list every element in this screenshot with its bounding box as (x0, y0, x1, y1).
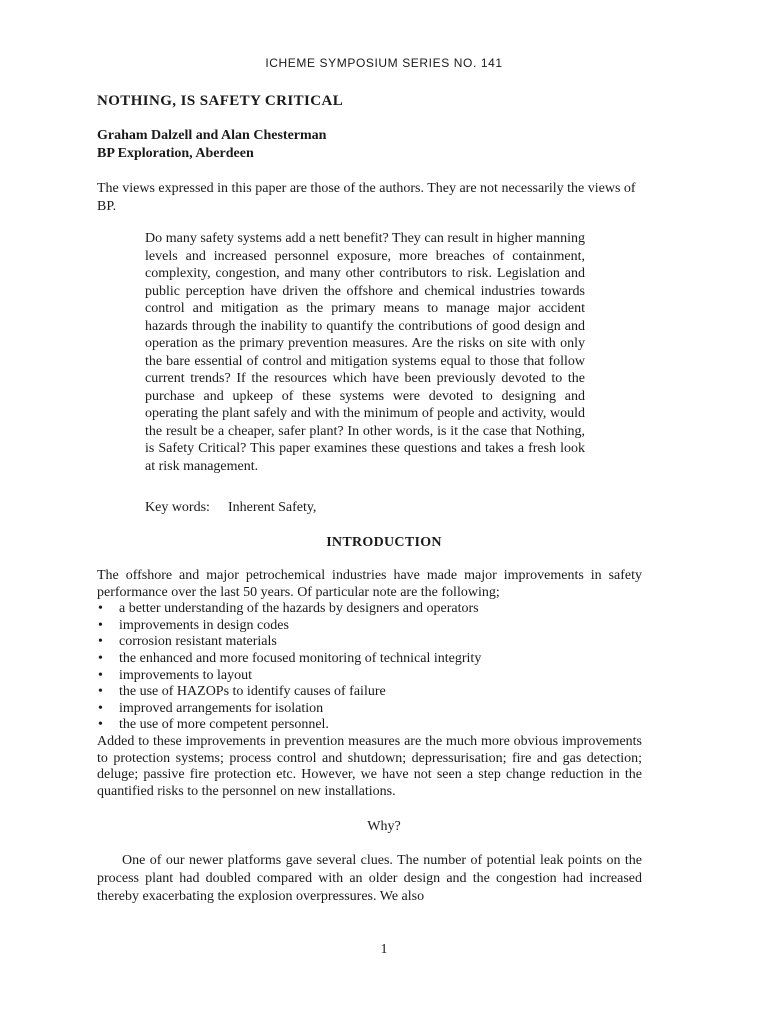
list-item: • improved arrangements for isolation (97, 701, 642, 718)
list-item: • the use of HAZOPs to identify causes of failure (97, 684, 642, 701)
why-heading: Why? (367, 819, 401, 834)
abstract-text: Do many safety systems add a nett benefit? They can result in higher manning levels and increased personnel exposure, more breaches of containment, complexity, congestion, and many other contributors to risk. Legislation and public perception have driven the offshore and chemical industries towards control and mitigation as the primary means to manage major accident hazards through the inability to quantify the contributions of good design and operation as the primary prevention measures. Are the risks on site with only the bare essential of control and mitigation systems equal to those that follow current trends? If the resources which have been previously devoted to the purchase and upkeep of these systems were devoted to designing and operating the plant safely and with the minimum of people and activity, would the result be a cheaper, safer plant? In other words, is it the case that Nothing, is Safety Critical? This paper examines these questions and takes a fresh look at risk management. (145, 231, 585, 474)
list-item: • the enhanced and more focused monitoring of technical integrity (97, 651, 642, 668)
list-item: • corrosion resistant materials (97, 634, 642, 651)
body-paragraph (97, 852, 642, 906)
abstract (145, 230, 585, 475)
keywords (145, 500, 316, 516)
keywords-value: Inherent Safety, (227, 500, 317, 515)
keywords-label: Key words: (145, 500, 210, 515)
section-heading-introduction: INTRODUCTION (326, 535, 442, 550)
intro-lead: The offshore and major petrochemical industries have made major improvements in safety performance over the last 50 years. Of particular note are the following; (97, 568, 642, 600)
series-header: ICHEME SYMPOSIUM SERIES NO. 141 (265, 56, 503, 70)
list-item: • improvements in design codes (97, 618, 642, 635)
paper-title: NOTHING, IS SAFETY CRITICAL (97, 93, 344, 109)
list-item: • a better understanding of the hazards by designers and operators (97, 601, 642, 618)
intro-after: Added to these improvements in prevention measures are the much more obvious improvements to protection systems; process control and shutdown; depressurisation; fire and gas detection; deluge; passive fire protection etc. However, we have not seen a step change reduction in the quantified risks to the personnel on new installations. (97, 733, 642, 799)
introduction-body (97, 568, 642, 800)
improvement-list (97, 601, 642, 734)
list-item: • improvements to layout (97, 668, 642, 685)
paragraph-text: One of our newer platforms gave several clues. The number of potential leak points on the process plant had doubled compared with an older design and the congestion had increased thereby exacerbating the explosion overpressures. We also (97, 853, 642, 904)
list-item: • the use of more competent personnel. (97, 717, 642, 734)
author-block (97, 127, 326, 163)
page-number: 1 (380, 942, 388, 957)
affiliation: BP Exploration, Aberdeen (97, 146, 254, 161)
authors: Graham Dalzell and Alan Chesterman (97, 128, 327, 143)
disclaimer: The views expressed in this paper are those of the authors. They are not necessarily the views of BP. (97, 181, 636, 214)
